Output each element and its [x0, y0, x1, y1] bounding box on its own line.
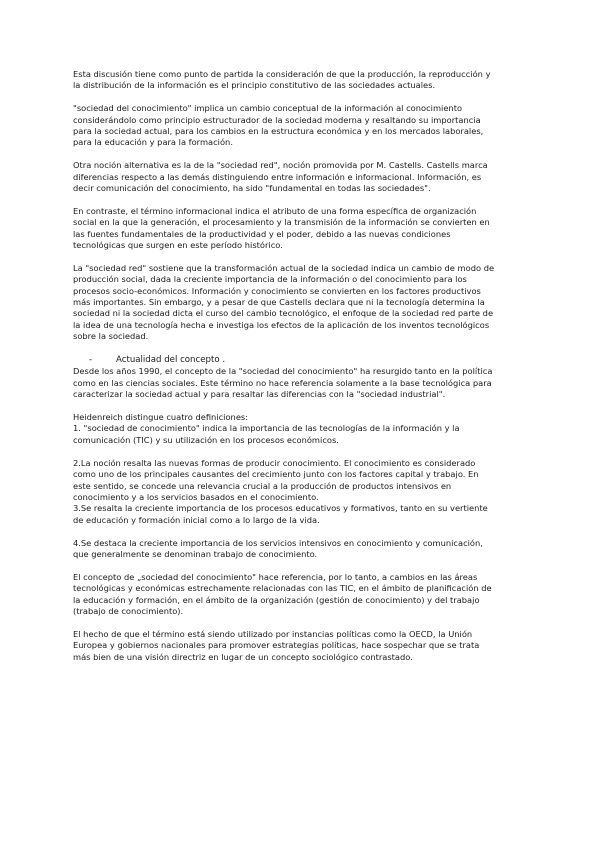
text-line: La "sociedad red" sostiene que la transformación actual de la sociedad indica un cambio de modo de: [73, 262, 495, 273]
text-line: Esta discusión tiene como punto de partida la consideración de que la producción, la reproducción y: [73, 69, 491, 79]
paragraph-3: [73, 160, 531, 194]
text-line: (trabajo de conocimiento).: [73, 605, 184, 616]
text-line: Desde los años 1990, el concepto de la "sociedad del conocimiento" ha resurgido tanto en la política: [73, 366, 493, 377]
text-line: para la sociedad actual, para los cambios en la estructura económica y en los mercados laborales,: [73, 126, 484, 137]
section-subheading: [73, 354, 531, 366]
text-line: la idea de una tecnología hecha e investiga los efectos de la aplicación de los inventos tecnológicos: [73, 319, 490, 330]
paragraph-7: [73, 412, 531, 446]
text-line: este sentido, se concede una relevancia crucial a la producción de productos intensivos en: [73, 480, 452, 491]
text-line: 1. "sociedad de conocimiento" indica la importancia de las tecnologías de la información y la: [73, 423, 460, 434]
paragraph-11: [73, 572, 531, 618]
text-line: social en la que la generación, el procesamiento y la transmisión de la información se convierten en: [73, 217, 490, 228]
text-line: tecnológicas que surgen en este período histórico.: [73, 240, 283, 251]
text-line: que generalmente se denominan trabajo de conocimiento.: [73, 548, 318, 559]
text-line: 2.La noción resalta las nuevas formas de producir conocimiento. El conocimiento es considerado: [73, 457, 476, 468]
text-line: Europea y gobiernos nacionales para promover estrategias políticas, hace sospechar que se trata: [73, 640, 480, 651]
text-line: para la educación y para la formación.: [73, 137, 233, 148]
text-line: sociedad ni la sociedad dicta el curso del cambio tecnológico, el enfoque de la sociedad red parte de: [73, 308, 494, 319]
text-line: considerándolo como principio estructurador de la sociedad moderna y resaltando su importancia: [73, 114, 481, 125]
paragraph-10: [73, 538, 531, 561]
text-line: producción social, dada la creciente importancia de la información o del conocimiento para los: [73, 274, 467, 285]
document-body: [73, 69, 531, 674]
text-line: más bien de una visión directriz en lugar de un concepto sociológico contrastado.: [73, 651, 413, 662]
text-line: decir comunicación del conocimiento, ha sido "fundamental en todas las sociedades".: [73, 183, 431, 194]
text-line: "sociedad del conocimiento" implica un cambio conceptual de la información al conocimiento: [73, 103, 463, 114]
text-line: comunicación (TIC) y su utilización en los procesos económicos.: [73, 434, 339, 445]
text-line: la educación y formación, en el ámbito de la organización (gestión de conocimiento) y del trabajo: [73, 594, 480, 605]
text-line: sobre la sociedad.: [73, 331, 149, 342]
paragraph-12: [73, 629, 531, 663]
text-line: 3.Se resalta la creciente importancia de los procesos educativos y formativos, tanto en su vertiente: [73, 503, 488, 514]
text-line: de educación y formación inicial como a lo largo de la vida.: [73, 514, 320, 525]
text-line: como en las ciencias sociales. Este término no hace referencia solamente a la base tecnológica para: [73, 377, 492, 388]
text-line: Heidenreich distingue cuatro definiciones:: [73, 412, 249, 423]
text-line: El concepto de „sociedad del conocimiento" hace referencia, por lo tanto, a cambios en las áreas: [73, 571, 478, 582]
text-line: procesos socio-económicos. Información y conocimiento se convierten en los factores productivos: [73, 285, 481, 296]
paragraph-8: [73, 458, 531, 504]
text-line: más importantes. Sin embargo, y a pesar de que Castells declara que ni la tecnología determina la: [73, 297, 485, 308]
paragraph-2: [73, 103, 531, 149]
paragraph-4: [73, 206, 531, 252]
paragraph-6: [73, 366, 531, 400]
text-line: tecnológicas y económicas estrechamente relacionadas con las TIC, en el ámbito de planificación de: [73, 583, 492, 594]
subheading-text: Actualidad del concepto .: [116, 355, 226, 366]
paragraph-5: [73, 263, 531, 343]
text-line: conocimiento y a los servicios basados en el conocimiento.: [73, 491, 319, 502]
text-line: caracterizar la sociedad actual y para resaltar las diferencias con la "sociedad industrial".: [73, 389, 446, 400]
text-line: las fuentes fundamentales de la productividad y el poder, debido a las nuevas condiciones: [73, 228, 451, 239]
text-line: El hecho de que el término está siendo utilizado por instancias políticas como la OECD, la Unión: [73, 628, 473, 639]
paragraph-9: [73, 503, 531, 526]
text-line: como uno de los principales causantes del crecimiento junto con los factores capital y trabajo. En: [73, 469, 479, 480]
text-line: diferencias respecto a las demás distinguiendo entre información e informacional. Información, es: [73, 171, 482, 182]
paragraph-1: [73, 69, 531, 92]
text-line: 4.Se destaca la creciente importancia de los servicios intensivos en conocimiento y comunicación,: [73, 537, 483, 548]
text-line: En contraste, el término informacional indica el atributo de una forma específica de organización: [73, 205, 477, 216]
text-line: Otra noción alternativa es la de la "sociedad red", noción promovida por M. Castells. Castells marca: [73, 160, 488, 171]
text-line: la distribución de la información es el principio constitutivo de las sociedades actuales.: [73, 80, 436, 91]
bullet-dash: -: [89, 355, 93, 366]
